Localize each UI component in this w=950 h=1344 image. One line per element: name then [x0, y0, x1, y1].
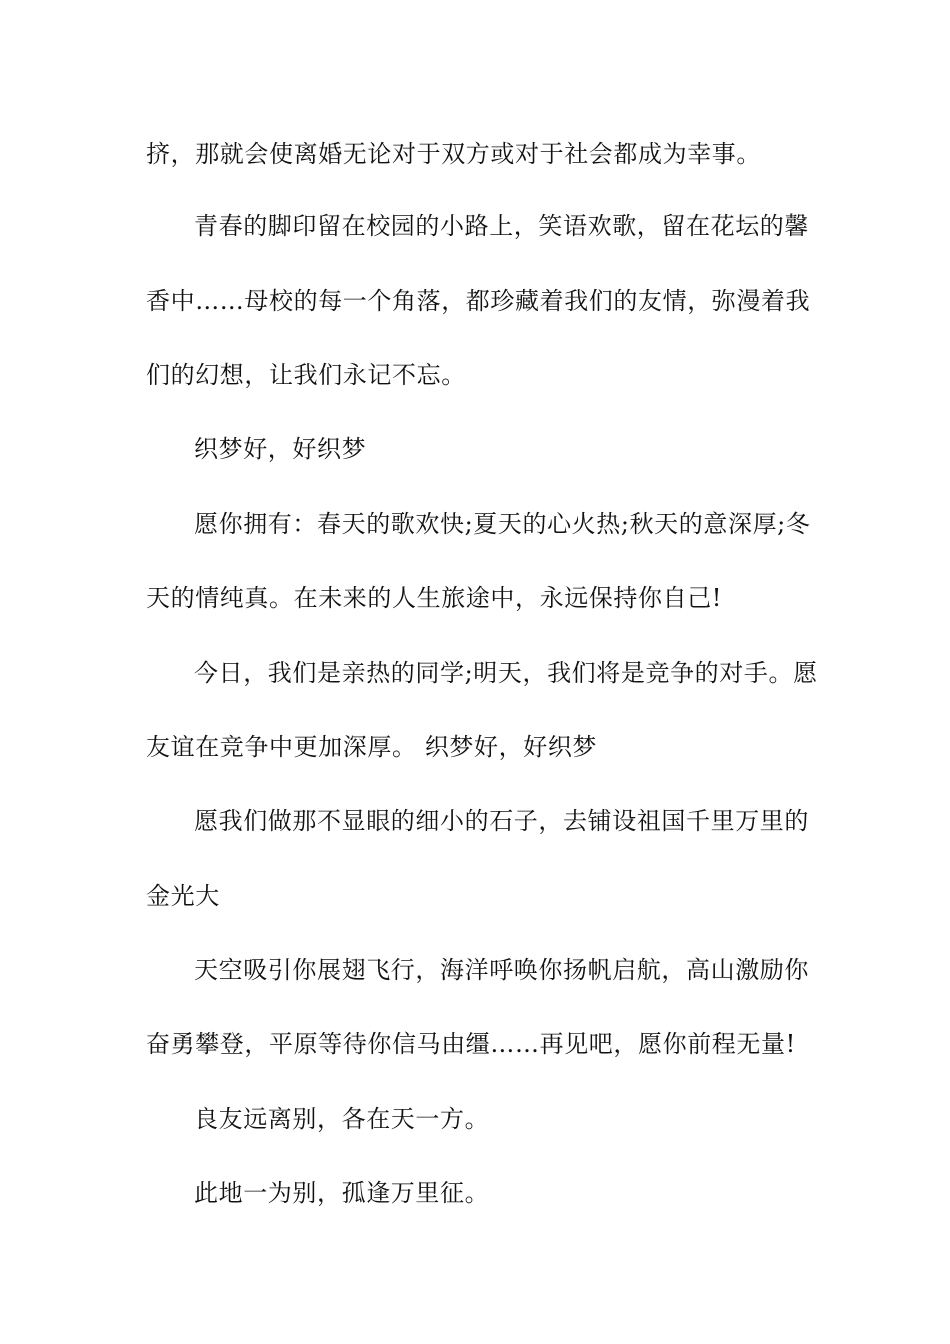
text-line: 香中……母校的每一个角落，都珍藏着我们的友情，弥漫着我: [146, 287, 811, 315]
text-line: 奋勇攀登，平原等待你信马由缰……再见吧，愿你前程无量!: [146, 1030, 796, 1058]
text-line: 良友远离别，各在天一方。: [194, 1105, 490, 1133]
text-line: 挤，那就会使离婚无论对于双方或对于社会都成为幸事。: [146, 140, 761, 168]
text-line: 今日，我们是亲热的同学;明天，我们将是竞争的对手。愿: [194, 659, 818, 687]
text-line: 金光大: [146, 882, 220, 910]
text-line: 愿你拥有：春天的歌欢快;夏天的心火热;秋天的意深厚;冬: [194, 510, 811, 538]
text-line: 们的幻想，让我们永记不忘。: [146, 361, 466, 389]
text-line: 天的情纯真。在未来的人生旅途中，永远保持你自己!: [146, 584, 723, 612]
text-line: 友谊在竞争中更加深厚。 织梦好，好织梦: [146, 733, 598, 761]
text-line: 青春的脚印留在校园的小路上，笑语欢歌，留在花坛的馨: [194, 212, 809, 240]
text-line: 此地一为别，孤逢万里征。: [194, 1179, 490, 1207]
text-line: 天空吸引你展翅飞行，海洋呼唤你扬帆启航，高山激励你: [194, 956, 809, 984]
text-line: 愿我们做那不显眼的细小的石子，去铺设祖国千里万里的: [194, 807, 809, 835]
text-line: 织梦好，好织梦: [194, 435, 367, 463]
